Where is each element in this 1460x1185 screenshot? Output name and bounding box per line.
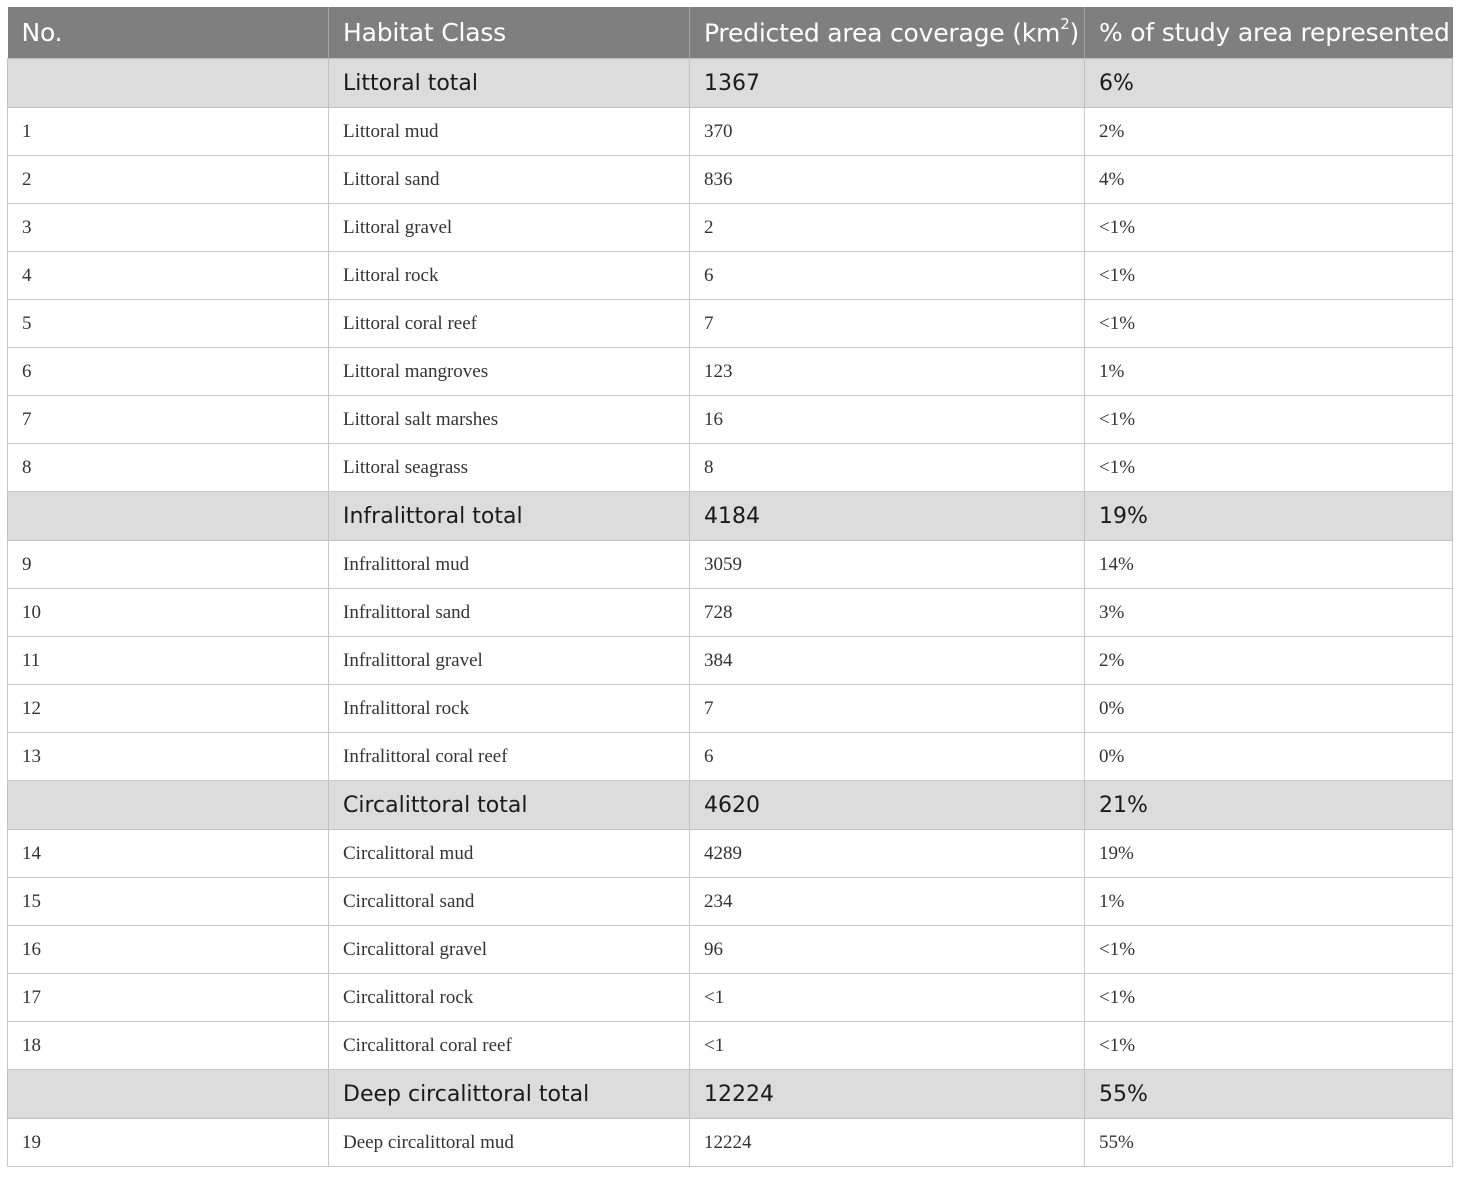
habitat-area-table	[7, 7, 1453, 1167]
cell-no: 5	[8, 300, 329, 348]
header-area-text: Predicted area coverage (km	[704, 18, 1061, 48]
cell-no: 8	[8, 444, 329, 492]
header-area-close: )	[1069, 18, 1080, 48]
header-no: No.	[8, 7, 329, 59]
table-row	[8, 108, 1453, 156]
cell-percent: 55%	[1085, 1119, 1453, 1167]
cell-predicted-area: 12224	[690, 1070, 1085, 1119]
table-header	[8, 7, 1453, 59]
cell-percent: 6%	[1085, 59, 1453, 108]
table-body	[8, 59, 1453, 1167]
cell-habitat-class: Littoral mangroves	[329, 348, 690, 396]
cell-percent: <1%	[1085, 444, 1453, 492]
cell-no: 12	[8, 685, 329, 733]
cell-predicted-area: 6	[690, 252, 1085, 300]
cell-percent: 0%	[1085, 733, 1453, 781]
cell-no: 2	[8, 156, 329, 204]
header-row	[8, 7, 1453, 59]
cell-percent: <1%	[1085, 974, 1453, 1022]
cell-predicted-area: <1	[690, 974, 1085, 1022]
cell-no: 13	[8, 733, 329, 781]
table-row	[8, 252, 1453, 300]
cell-no: 3	[8, 204, 329, 252]
cell-percent: 19%	[1085, 830, 1453, 878]
cell-percent: 1%	[1085, 348, 1453, 396]
cell-percent: <1%	[1085, 926, 1453, 974]
cell-habitat-class: Infralittoral rock	[329, 685, 690, 733]
header-predicted-area	[690, 7, 1085, 59]
cell-predicted-area: 96	[690, 926, 1085, 974]
cell-predicted-area: 16	[690, 396, 1085, 444]
cell-percent: 1%	[1085, 878, 1453, 926]
cell-habitat-class: Circalittoral total	[329, 781, 690, 830]
table-row	[8, 1119, 1453, 1167]
cell-predicted-area: 234	[690, 878, 1085, 926]
cell-no	[8, 59, 329, 108]
cell-percent: <1%	[1085, 204, 1453, 252]
cell-habitat-class: Infralittoral mud	[329, 541, 690, 589]
cell-percent: 55%	[1085, 1070, 1453, 1119]
table-row	[8, 733, 1453, 781]
cell-percent: 2%	[1085, 108, 1453, 156]
table-row	[8, 878, 1453, 926]
cell-habitat-class: Infralittoral gravel	[329, 637, 690, 685]
cell-predicted-area: <1	[690, 1022, 1085, 1070]
cell-habitat-class: Deep circalittoral total	[329, 1070, 690, 1119]
cell-predicted-area: 384	[690, 637, 1085, 685]
cell-predicted-area: 8	[690, 444, 1085, 492]
cell-habitat-class: Infralittoral coral reef	[329, 733, 690, 781]
cell-no: 7	[8, 396, 329, 444]
cell-percent: 3%	[1085, 589, 1453, 637]
cell-percent: 19%	[1085, 492, 1453, 541]
cell-predicted-area: 4184	[690, 492, 1085, 541]
header-percent-study-area: % of study area represented	[1085, 7, 1453, 59]
cell-predicted-area: 836	[690, 156, 1085, 204]
cell-no: 10	[8, 589, 329, 637]
cell-predicted-area: 370	[690, 108, 1085, 156]
cell-no: 1	[8, 108, 329, 156]
cell-no: 17	[8, 974, 329, 1022]
cell-habitat-class: Littoral total	[329, 59, 690, 108]
table-row	[8, 348, 1453, 396]
cell-percent: <1%	[1085, 300, 1453, 348]
cell-predicted-area: 3059	[690, 541, 1085, 589]
cell-predicted-area: 4620	[690, 781, 1085, 830]
cell-habitat-class: Infralittoral sand	[329, 589, 690, 637]
cell-habitat-class: Circalittoral rock	[329, 974, 690, 1022]
cell-predicted-area: 7	[690, 685, 1085, 733]
cell-habitat-class: Circalittoral mud	[329, 830, 690, 878]
cell-habitat-class: Infralittoral total	[329, 492, 690, 541]
table-total-row	[8, 1070, 1453, 1119]
table-row	[8, 830, 1453, 878]
table-row	[8, 204, 1453, 252]
table-row	[8, 589, 1453, 637]
cell-no: 18	[8, 1022, 329, 1070]
cell-habitat-class: Littoral gravel	[329, 204, 690, 252]
table-total-row	[8, 492, 1453, 541]
cell-percent: 21%	[1085, 781, 1453, 830]
cell-habitat-class: Littoral mud	[329, 108, 690, 156]
habitat-table-container	[7, 7, 1452, 1167]
cell-percent: <1%	[1085, 1022, 1453, 1070]
cell-habitat-class: Circalittoral coral reef	[329, 1022, 690, 1070]
cell-percent: 4%	[1085, 156, 1453, 204]
table-total-row	[8, 781, 1453, 830]
cell-no	[8, 781, 329, 830]
cell-habitat-class: Deep circalittoral mud	[329, 1119, 690, 1167]
table-row	[8, 156, 1453, 204]
cell-no: 15	[8, 878, 329, 926]
cell-predicted-area: 4289	[690, 830, 1085, 878]
cell-habitat-class: Littoral salt marshes	[329, 396, 690, 444]
cell-no: 14	[8, 830, 329, 878]
table-row	[8, 541, 1453, 589]
table-row	[8, 444, 1453, 492]
cell-predicted-area: 12224	[690, 1119, 1085, 1167]
cell-predicted-area: 123	[690, 348, 1085, 396]
cell-no: 6	[8, 348, 329, 396]
cell-habitat-class: Littoral coral reef	[329, 300, 690, 348]
cell-habitat-class: Littoral sand	[329, 156, 690, 204]
table-row	[8, 300, 1453, 348]
cell-no: 11	[8, 637, 329, 685]
cell-predicted-area: 2	[690, 204, 1085, 252]
table-row	[8, 637, 1453, 685]
cell-predicted-area: 7	[690, 300, 1085, 348]
table-row	[8, 685, 1453, 733]
cell-no: 16	[8, 926, 329, 974]
cell-percent: 0%	[1085, 685, 1453, 733]
header-area-superscript: 2	[1060, 14, 1070, 33]
table-total-row	[8, 59, 1453, 108]
cell-habitat-class: Littoral rock	[329, 252, 690, 300]
cell-no: 19	[8, 1119, 329, 1167]
table-row	[8, 396, 1453, 444]
header-habitat-class: Habitat Class	[329, 7, 690, 59]
cell-habitat-class: Circalittoral sand	[329, 878, 690, 926]
cell-habitat-class: Circalittoral gravel	[329, 926, 690, 974]
table-row	[8, 974, 1453, 1022]
table-row	[8, 1022, 1453, 1070]
cell-no	[8, 492, 329, 541]
cell-predicted-area: 6	[690, 733, 1085, 781]
cell-percent: <1%	[1085, 396, 1453, 444]
cell-percent: 2%	[1085, 637, 1453, 685]
cell-no: 9	[8, 541, 329, 589]
cell-predicted-area: 728	[690, 589, 1085, 637]
table-row	[8, 926, 1453, 974]
cell-no: 4	[8, 252, 329, 300]
cell-no	[8, 1070, 329, 1119]
cell-percent: <1%	[1085, 252, 1453, 300]
cell-predicted-area: 1367	[690, 59, 1085, 108]
cell-habitat-class: Littoral seagrass	[329, 444, 690, 492]
cell-percent: 14%	[1085, 541, 1453, 589]
